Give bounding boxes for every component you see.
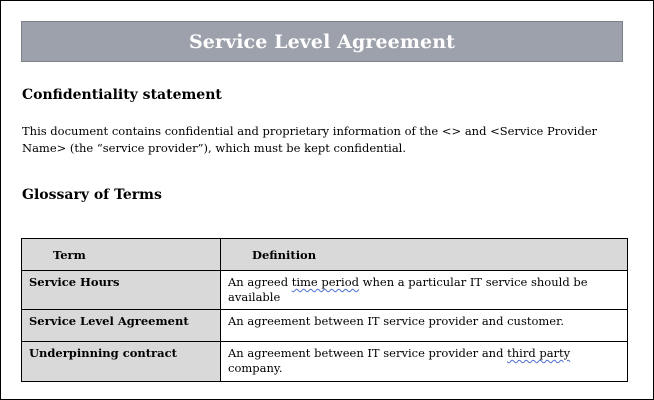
confidentiality-text: This document contains confidential and proprietary information of the <> and <Service Provider Name> (the “service provider”), which must be kept confidential. bbox=[22, 124, 597, 155]
definition-text: An agreement between IT service provider and customer. bbox=[228, 314, 564, 328]
glossary-heading: Glossary of Terms bbox=[22, 187, 162, 203]
definition-text: company. bbox=[228, 361, 283, 375]
term-cell: Service Level Agreement bbox=[22, 310, 221, 342]
table-header-row bbox=[22, 239, 628, 271]
spellcheck-marked-text[interactable]: third party bbox=[507, 346, 571, 360]
table-row bbox=[22, 310, 628, 342]
definition-cell bbox=[221, 271, 628, 310]
definition-cell bbox=[221, 310, 628, 342]
column-header-definition: Definition bbox=[221, 239, 628, 271]
table-row bbox=[22, 271, 628, 310]
title-banner bbox=[21, 21, 623, 62]
document-title: Service Level Agreement bbox=[188, 30, 456, 53]
spellcheck-marked-text[interactable]: time period bbox=[291, 275, 360, 289]
term-cell: Underpinning contract bbox=[22, 342, 221, 382]
confidentiality-heading: Confidentiality statement bbox=[22, 87, 222, 103]
definition-text: An agreed bbox=[228, 275, 292, 289]
glossary-table bbox=[21, 238, 628, 382]
definition-text: when a particular IT service should be available bbox=[228, 275, 588, 304]
term-cell: Service Hours bbox=[22, 271, 221, 310]
definition-cell bbox=[221, 342, 628, 382]
table-row bbox=[22, 342, 628, 382]
column-header-term: Term bbox=[22, 239, 221, 271]
definition-text: An agreement between IT service provider and bbox=[228, 346, 508, 360]
